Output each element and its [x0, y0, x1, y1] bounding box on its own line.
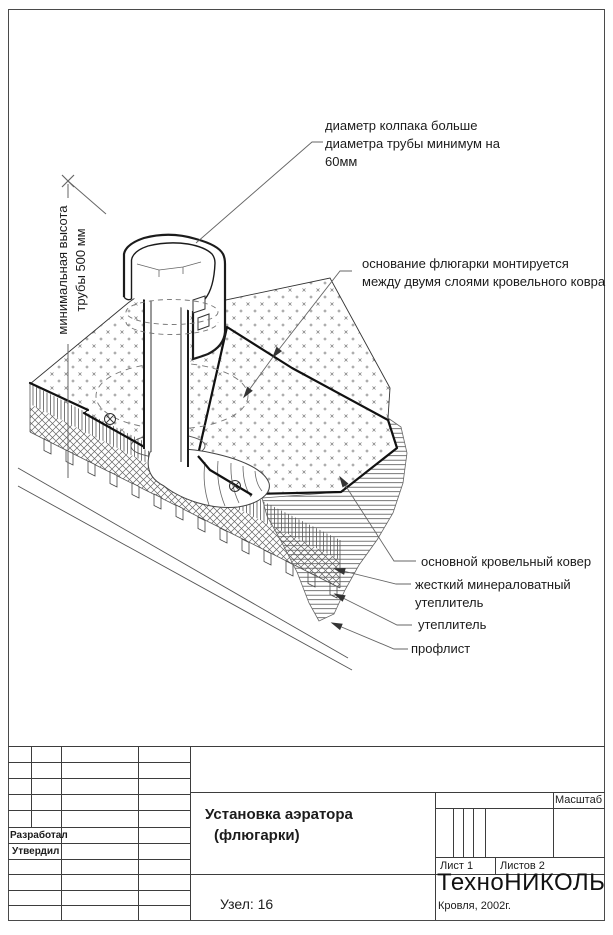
note-min-height: [54, 195, 90, 345]
brand-subtitle: Кровля, 2002г.: [438, 900, 511, 912]
note-min-height-line2: трубы 500 мм: [73, 228, 88, 312]
label-insulation: утеплитель: [418, 617, 487, 632]
label-deck-sheet: профлист: [411, 641, 471, 656]
note-cap-diameter: [325, 117, 500, 171]
sheet-number: Лист 1: [440, 860, 474, 872]
note-min-height-line1: минимальная высота: [55, 205, 70, 335]
label-rigid-line1: жесткий минераловатный: [415, 577, 571, 592]
drawing-title-line2: (флюгарки): [214, 827, 300, 844]
note-base-line1: основание флюгарки монтируется: [362, 256, 569, 271]
note-cap-line1: диаметр колпака больше: [325, 118, 478, 133]
brand-name: ТехноНИКОЛЬ: [437, 869, 606, 896]
note-cap-line2: диаметра трубы минимум на: [325, 136, 500, 151]
scale-label: Масштаб: [554, 794, 602, 806]
leader-cap-note: [196, 142, 323, 243]
drawing-title-line1: Установка аэратора: [205, 806, 353, 823]
leader-insulation: [335, 594, 412, 625]
note-cap-line3: 60мм: [325, 154, 358, 169]
titleblock-developer-label: Разработал: [10, 830, 68, 841]
note-base-mounting: [362, 255, 605, 291]
note-base-line2: между двумя слоями кровельного ковра: [362, 274, 606, 289]
titleblock-approver-label: Утвердил: [12, 846, 60, 857]
label-main-membrane: основной кровельный ковер: [421, 554, 592, 569]
label-rigid-insulation: [415, 576, 571, 612]
leader-deck: [332, 623, 408, 649]
label-rigid-line2: утеплитель: [415, 595, 484, 610]
node-number: Узел: 16: [220, 896, 274, 912]
sheets-total: Листов 2: [500, 860, 545, 872]
